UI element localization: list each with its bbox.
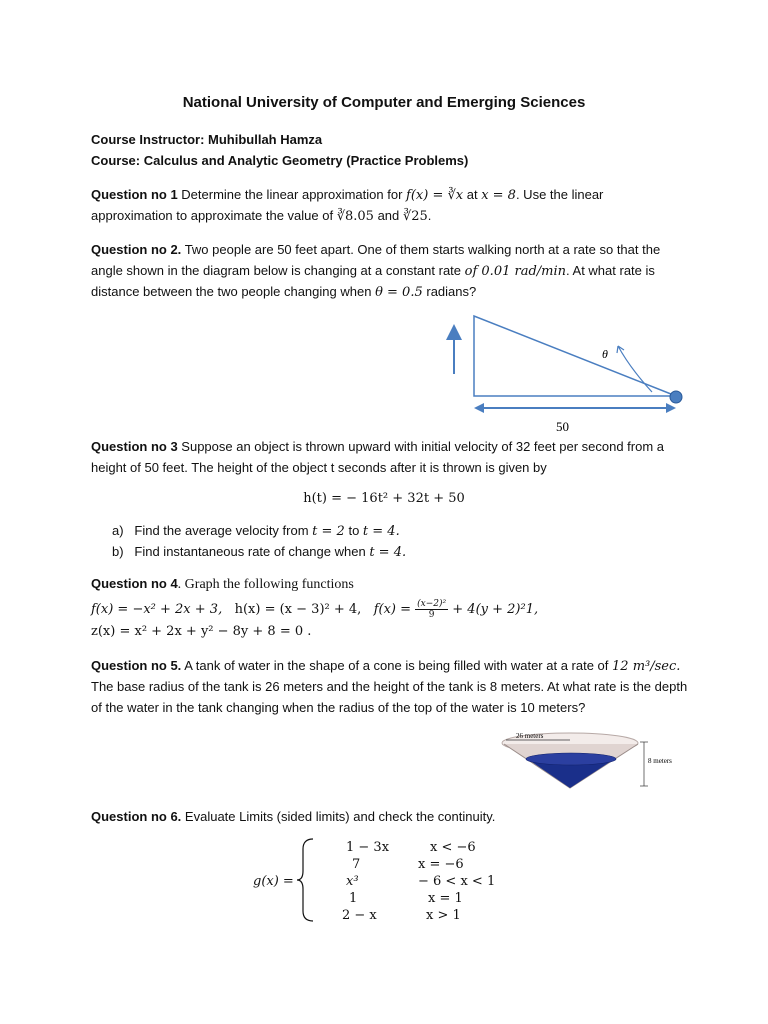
q4-f3-fraction	[415, 599, 448, 620]
q1-value1: ∛8.05	[336, 209, 374, 224]
q3-a-t1: t = 2	[312, 524, 345, 539]
piece-cond: x < −6	[430, 840, 476, 855]
q2-rate: of 0.01 rad/min	[464, 264, 567, 279]
page-title: National University of Computer and Emerging Sciences	[182, 94, 586, 111]
q3-a-t2: t = 4.	[362, 524, 400, 539]
q5-line1	[91, 658, 680, 674]
q1-label: Question no 1	[91, 187, 178, 202]
q2-text3-end: radians?	[426, 284, 477, 299]
q4-prompt: . Graph the following functions	[177, 577, 354, 592]
q6-label: Question no 6.	[91, 809, 182, 824]
q4-functions-line1	[91, 599, 538, 620]
piece-expr: 1	[349, 891, 358, 906]
q5-rate: 12 m³/sec.	[612, 659, 681, 674]
q2-text2: angle shown in the diagram below is changing at a constant rate	[91, 263, 462, 278]
q4-f2: h(x) = (x − 3)² + 4,	[234, 602, 362, 617]
q4-f3-numerator: (x−2)²	[417, 599, 447, 609]
q4-f3-denominator: 9	[428, 610, 435, 620]
piece-expr: 7	[352, 857, 361, 872]
piece-cond: x = −6	[418, 857, 464, 872]
q4-f3-post: + 4(y + 2)²1,	[452, 602, 539, 617]
piece-expr: 1 − 3x	[346, 840, 390, 855]
q5-line2: The base radius of the tank is 26 meters and the height of the tank is 8 meters. At what rate is the depth	[91, 679, 688, 694]
q1-text: Determine the linear approximation for	[181, 187, 403, 202]
q3-a-text: Find the average velocity from	[134, 523, 309, 538]
q2-line3	[91, 284, 476, 300]
q5-label: Question no 5.	[91, 658, 182, 673]
q2-line2	[91, 263, 655, 279]
person-dot	[670, 391, 682, 403]
q3-line1	[91, 439, 664, 454]
distance-arrow-left	[474, 403, 484, 413]
q6-line1	[91, 809, 495, 824]
q1-text-end: . Use the linear	[515, 187, 604, 202]
q2-text2-end: . At what rate is	[566, 263, 655, 278]
q2-label: Question no 2.	[91, 242, 182, 257]
q1-at: at	[466, 187, 478, 202]
q4-line1	[91, 576, 354, 593]
piece-cond: − 6 < x < 1	[418, 874, 496, 889]
q3-text1: Suppose an object is thrown upward with initial velocity of 32 feet per second from a	[181, 439, 665, 454]
q5-text1: A tank of water in the shape of a cone is being filled with water at a rate of	[184, 658, 609, 673]
q2-text1: Two people are 50 feet apart. One of them starts walking north at a rate so that the	[184, 242, 661, 257]
q1-value2: ∛25	[402, 209, 428, 224]
q2-text3: distance between the two people changing when	[91, 284, 372, 299]
height-label: 8 meters	[648, 757, 672, 765]
distance-label: 50	[556, 419, 569, 434]
course-instructor: Course Instructor: Muhibullah Hamza	[91, 132, 323, 147]
q3-b-label: b)	[112, 544, 124, 559]
q4-f4: z(x) = x² + 2x + y² − 8y + 8 = 0 .	[91, 624, 312, 639]
q5-line3: of the water in the tank changing when the radius of the top of the water is 10 meters?	[91, 700, 586, 715]
triangle-diagram	[440, 308, 700, 438]
piece-expr: x³	[346, 874, 359, 889]
cone-diagram	[498, 728, 688, 794]
q3-a-label: a)	[112, 523, 124, 538]
piece-cond: x = 1	[428, 891, 463, 906]
q1-point: x = 8	[481, 188, 516, 203]
q6-brace	[297, 837, 317, 923]
q4-label: Question no 4	[91, 576, 178, 591]
q2-line1	[91, 242, 660, 257]
q3-part-a	[112, 523, 400, 539]
q3-b-t: t = 4.	[369, 545, 407, 560]
triangle-shape	[474, 316, 676, 396]
distance-arrow-right	[666, 403, 676, 413]
q4-f1: f(x) = −x² + 2x + 3,	[91, 602, 223, 617]
radius-label: 26 meters	[516, 732, 544, 740]
q1-line1	[91, 187, 603, 203]
angle-label: θ	[602, 347, 608, 361]
q3-label: Question no 3	[91, 439, 178, 454]
water-surface	[526, 753, 616, 765]
q1-function: f(x) = ∛x	[406, 188, 464, 203]
q3-a-to: to	[348, 523, 360, 538]
q2-theta-value: θ = 0.5	[375, 285, 423, 300]
course-name: Course: Calculus and Analytic Geometry (Practice Problems)	[91, 153, 469, 168]
q3-line2: height of 50 feet. The height of the object t seconds after it is thrown is given by	[91, 460, 547, 475]
q1-line2	[91, 208, 431, 224]
piece-cond: x > 1	[426, 908, 461, 923]
q1-and: and	[377, 208, 400, 223]
q6-function-label: g(x) =	[253, 874, 294, 889]
q3-b-text: Find instantaneous rate of change when	[134, 544, 366, 559]
q1-period: .	[427, 208, 432, 223]
piece-expr: 2 − x	[342, 908, 377, 923]
q3-equation: h(t) = − 16t² + 32t + 50	[303, 491, 465, 506]
q3-part-b	[112, 544, 406, 560]
q4-f3-pre: f(x) =	[373, 602, 412, 617]
q1-line2-text: approximation to approximate the value of	[91, 208, 334, 223]
q6-prompt: Evaluate Limits (sided limits) and check the continuity.	[184, 809, 496, 824]
